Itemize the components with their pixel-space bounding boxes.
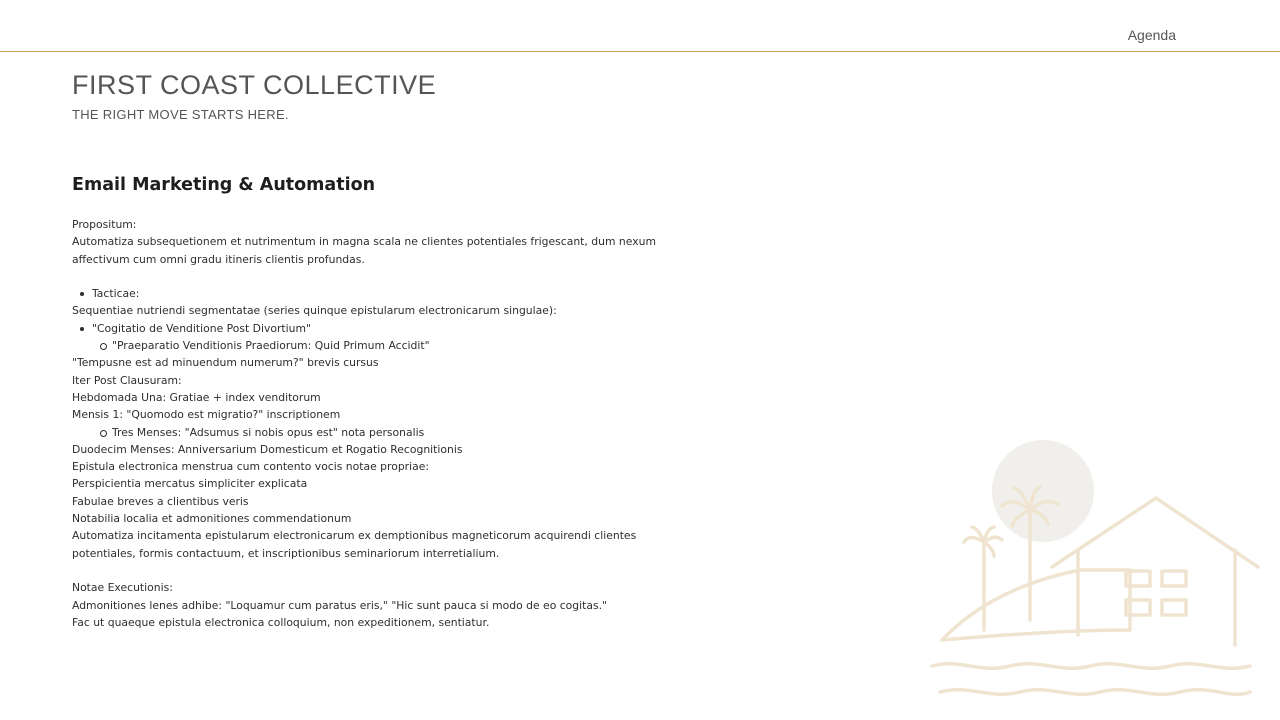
body-line: Propositum: <box>72 218 137 231</box>
brand-tagline: THE RIGHT MOVE STARTS HERE. <box>72 107 289 122</box>
body-line: Fabulae breves a clientibus veris <box>72 494 249 508</box>
body-line: Perspicientia mercatus simpliciter explicata <box>72 477 308 491</box>
body-line: Epistula electronica menstrua cum contento vocis notae propriae: <box>72 460 430 474</box>
top-bar <box>0 0 1280 52</box>
paragraph-gap <box>72 268 632 285</box>
body-line: Notae Executionis: <box>72 581 173 595</box>
body-line: Fac ut quaeque epistula electronica colloquium, non expeditionem, sentiatur. <box>72 615 490 629</box>
body-line: Automatiza subsequetionem et nutrimentum in magna scala ne clientes potentiales frigescant, dum nexum <box>72 235 656 249</box>
sub-bullet-item: "Praeparatio Venditionis Praediorum: Quid Primum Accidit" <box>72 337 632 354</box>
sun-shape <box>992 440 1094 542</box>
body-line: affectivum cum omni gradu itineris clientis profundas. <box>72 252 365 266</box>
body-line: "Tempusne est ad minuendum numerum?" brevis cursus <box>72 356 379 370</box>
island-outline <box>942 570 1130 640</box>
body-line: Automatiza incitamenta epistularum electronicarum ex demptionibus magneticorum acquirendi clientes <box>72 529 637 543</box>
section-title: Email Marketing & Automation <box>72 175 376 195</box>
body-line: Sequentiae nutriendi segmentatae (series quinque epistularum electronicarum singulae): <box>72 304 557 318</box>
body-line: Hebdomada Una: Gratiae + index venditorum <box>72 390 321 404</box>
agenda-link[interactable]: Agenda <box>1127 27 1176 43</box>
body-line: potentiales, formis contactuum, et inscriptionibus seminariorum interretialium. <box>72 546 500 560</box>
bullet-item: Tacticae: <box>72 285 632 302</box>
body-line: Iter Post Clausuram: <box>72 373 182 387</box>
bullet-item: "Cogitatio de Venditione Post Divortium" <box>72 320 632 337</box>
body-line: Mensis 1: "Quomodo est migratio?" inscriptionem <box>72 408 341 422</box>
wave <box>932 664 1250 669</box>
window <box>1162 600 1186 615</box>
paragraph-gap <box>72 562 632 579</box>
house-palm-island-icon <box>920 430 1280 720</box>
wave <box>940 690 1250 695</box>
section-body <box>72 216 656 631</box>
window <box>1162 571 1186 586</box>
body-line: Notabilia localia et admonitiones commendationum <box>72 512 352 526</box>
body-line: Admonitiones lenes adhibe: "Loquamur cum paratus eris," "Hic sunt pauca si modo de eo cogitas." <box>72 598 607 612</box>
sub-bullet-item: Tres Menses: "Adsumus si nobis opus est" nota personalis <box>72 424 632 441</box>
brand-title: FIRST COAST COLLECTIVE <box>72 70 437 100</box>
body-line: Duodecim Menses: Anniversarium Domesticum et Rogatio Recognitionis <box>72 442 463 456</box>
